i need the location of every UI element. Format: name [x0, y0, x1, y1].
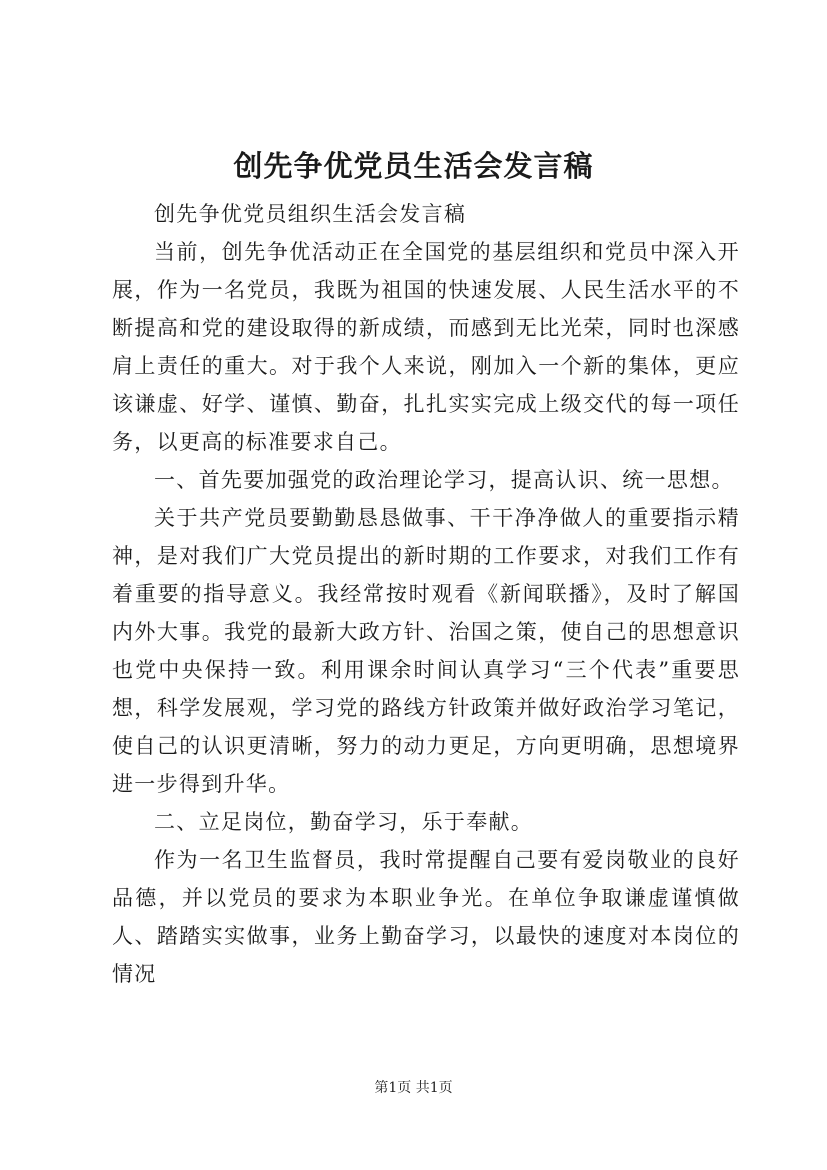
document-body: [112, 195, 740, 993]
intro-paragraph: 当前，创先争优活动正在全国党的基层组织和党员中深入开展，作为一名党员，我既为祖国的快速发展、人民生活水平的不断提高和党的建设取得的新成绩，而感到无比光荣，同时也深感肩上责任的重大。对于我个人来说，刚加入一个新的集体，更应该谦虚、好学、谨慎、勤奋，扎扎实实完成上级交代的每一项任务，以更高的标准要求自己。: [112, 240, 740, 454]
section-one-heading: 一、首先要加强党的政治理论学习，提高认识、统一思想。: [154, 468, 734, 492]
section-two-heading: 二、立足岗位，勤奋学习，乐于奉献。: [154, 810, 534, 834]
page-number-footer: 第1页 共1页: [374, 1080, 453, 1096]
document-title: 创先争优党员生活会发言稿: [233, 149, 594, 183]
section-one-paragraph: 关于共产党员要勤勤恳恳做事、干干净净做人的重要指示精神，是对我们广大党员提出的新时期的工作要求，对我们工作有着重要的指导意义。我经常按时观看《新闻联播》，及时了解国内外大事。我党的最新大政方针、治国之策，使自己的思想意识也党中央保持一致。利用课余时间认真学习“三个代表”重要思想，科学发展观，学习党的路线方针政策并做好政治学习笔记，使自己的认识更清晰，努力的动力更足，方向更明确，思想境界进一步得到升华。: [112, 506, 740, 796]
section-two-paragraph: 作为一名卫生监督员，我时常提醒自己要有爱岗敬业的良好品德，并以党员的要求为本职业争光。在单位争取谦虚谨慎做人、踏踏实实做事，业务上勤奋学习，以最快的速度对本岗位的情况: [112, 848, 740, 986]
subtitle-paragraph: 创先争优党员组织生活会发言稿: [154, 202, 467, 226]
